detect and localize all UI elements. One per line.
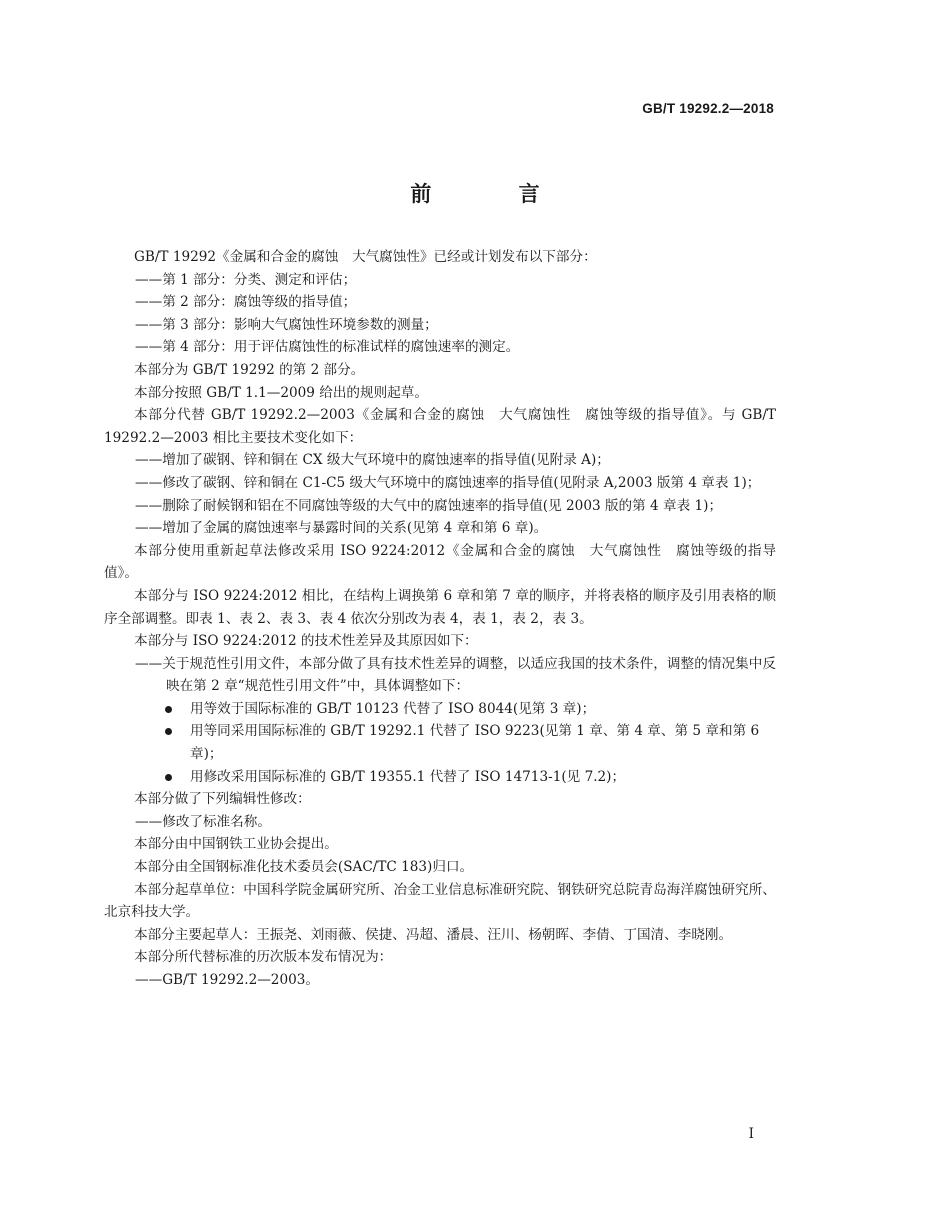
history-item: ——GB/T 19292.2—2003。 — [135, 972, 320, 988]
list-item-text: 用修改采用国际标准的 GB/T 19355.1 代替了 ISO 14713-1(见 7.2)； — [190, 768, 626, 785]
editorial-item: ——修改了标准名称。 — [135, 813, 271, 830]
list-item-text: 用等效于国际标准的 GB/T 10123 代替了 ISO 8044(见第 3 章)； — [190, 700, 596, 717]
paragraph: 本部分由全国钢标准化技术委员会(SAC/TC 183)归口。 — [134, 859, 474, 876]
list-item — [104, 766, 776, 789]
adjustment-list — [104, 698, 776, 788]
list-item — [104, 720, 776, 765]
change-item: ——修改了碳钢、锌和铜在 C1-C5 级大气环境中的腐蚀速率的指导值(见附录 A,2003 版第 4 章表 1)； — [135, 474, 761, 491]
paragraph: 本部分为 GB/T 19292 的第 2 部分。 — [134, 361, 365, 378]
bullet-icon — [165, 774, 172, 781]
list-item-text: 用等同采用国际标准的 GB/T 19292.1 代替了 ISO 9223(见第 1 章、第 4 章、第 5 章和第 6 章)； — [190, 723, 760, 763]
paragraph: 本部分做了下列编辑性修改： — [134, 791, 311, 808]
paragraph: 本部分与 ISO 9224:2012 的技术性差异及其原因如下： — [134, 633, 478, 650]
technical-difference-item: ——关于规范性引用文件，本部分做了具有技术性差异的调整，以适应我国的技术条件，调整的情况集中反映在第 2 章“规范性引用文件”中，具体调整如下： — [135, 655, 776, 695]
part-item: ——第 4 部分：用于评估腐蚀性的标准试样的腐蚀速率的测定。 — [135, 339, 520, 356]
bullet-icon — [165, 706, 172, 713]
standard-number: GB/T 19292.2—2018 — [642, 101, 774, 116]
paragraph: 本部分按照 GB/T 1.1—2009 给出的规则起草。 — [134, 384, 428, 401]
part-item: ——第 1 部分：分类、测定和评估； — [135, 271, 357, 288]
paragraph: 本部分所代替标准的历次版本发布情况为： — [134, 949, 393, 966]
part-item: ——第 3 部分：影响大气腐蚀性环境参数的测量； — [135, 316, 438, 333]
paragraph: 本部分与 ISO 9224:2012 相比，在结构上调换第 6 章和第 7 章的顺序，并将表格的顺序及引用表格的顺序全部调整。即表 1、表 2、表 3、表 4 依次分别改为表 4，表 1，表 2，表 3。 — [104, 587, 776, 627]
drafters: 本部分主要起草人：王振尧、刘雨薇、侯捷、冯超、潘晨、汪川、杨朝晖、李倩、丁国清、李晓刚。 — [134, 926, 733, 943]
paragraph: 本部分由中国钢铁工业协会提出。 — [134, 836, 338, 853]
list-item — [104, 698, 776, 721]
change-item: ——删除了耐候钢和铝在不同腐蚀等级的大气中的腐蚀速率的指导值(见 2003 版的第 4 章表 1)； — [135, 497, 723, 514]
replacement-paragraph: 本部分代替 GB/T 19292.2—2003《金属和合金的腐蚀 大气腐蚀性 腐蚀等级的指导值》。与 GB/T 19292.2—2003 相比主要技术变化如下： — [104, 407, 776, 446]
change-item: ——增加了碳钢、锌和铜在 CX 级大气环境中的腐蚀速率的指导值(见附录 A)； — [135, 452, 610, 469]
bullet-icon — [165, 728, 172, 735]
page-number: I — [748, 1126, 754, 1142]
foreword-body — [104, 246, 776, 992]
parts-intro: GB/T 19292《金属和合金的腐蚀 大气腐蚀性》已经或计划发布以下部分： — [134, 249, 597, 265]
part-item: ——第 2 部分：腐蚀等级的指导值； — [135, 294, 357, 311]
change-item: ——增加了金属的腐蚀速率与暴露时间的关系(见第 4 章和第 6 章)。 — [135, 520, 548, 537]
paragraph: 本部分使用重新起草法修改采用 ISO 9224:2012《金属和合金的腐蚀 大气腐蚀性 腐蚀等级的指导值》。 — [104, 542, 776, 582]
page-title: 前 言 — [410, 182, 580, 206]
drafting-units: 本部分起草单位：中国科学院金属研究所、冶金工业信息标准研究院、钢铁研究总院青岛海洋腐蚀研究所、北京科技大学。 — [104, 881, 776, 921]
